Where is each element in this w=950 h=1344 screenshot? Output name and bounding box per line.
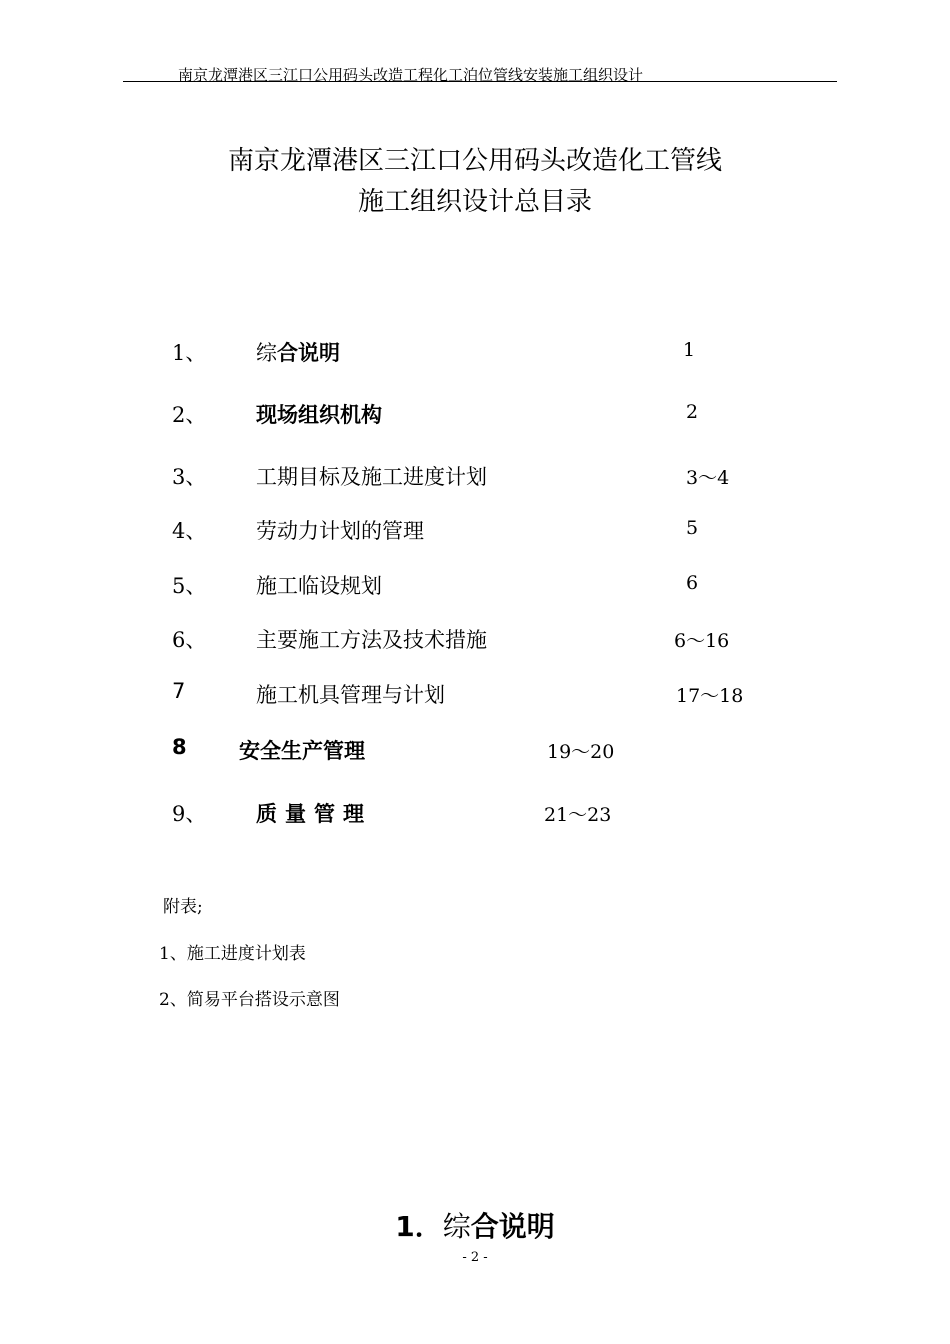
toc-num: 8 xyxy=(172,735,187,759)
toc-num: 7 xyxy=(172,679,186,703)
toc-page: 19～20 xyxy=(547,741,615,763)
toc-title: 工期目标及施工进度计划 xyxy=(256,465,487,489)
header-rule xyxy=(123,81,837,82)
header-text-emph: 施工组织设计 xyxy=(553,66,644,84)
toc-page: 2 xyxy=(686,401,699,423)
toc-num: 1、 xyxy=(172,341,207,365)
toc-page: 21～23 xyxy=(544,804,612,826)
appendix-item: 2、简易平台搭设示意图 xyxy=(159,990,340,1010)
toc-title: 综合说明 xyxy=(256,341,340,365)
doc-title-line1: 南京龙潭港区三江口公用码头改造化工管线 xyxy=(227,146,722,176)
toc-title: 现场组织机构 xyxy=(256,403,382,427)
page-number: - 2 - xyxy=(462,1250,488,1265)
toc-page: 17～18 xyxy=(676,685,744,707)
header-text: 南京龙潭港区三江口公用码头改造工程化工泊位管线安装 xyxy=(178,66,554,84)
toc-num: 5、 xyxy=(172,574,207,598)
toc-title: 施工临设规划 xyxy=(256,574,382,598)
toc-page: 5 xyxy=(686,517,699,539)
toc-title: 施工机具管理与计划 xyxy=(256,683,445,707)
doc-title-line2: 施工组织设计总目录 xyxy=(357,187,592,217)
appendix-label: 附表; xyxy=(163,897,203,917)
toc-title: 质量管理 xyxy=(256,802,372,826)
toc-page: 3～4 xyxy=(686,467,730,489)
toc-page: 1 xyxy=(683,339,696,361)
toc-page: 6～16 xyxy=(674,630,730,652)
toc-title: 安全生产管理 xyxy=(239,739,365,763)
toc-num: 6、 xyxy=(172,628,207,652)
appendix-item: 1、施工进度计划表 xyxy=(159,944,306,964)
toc-title: 主要施工方法及技术措施 xyxy=(256,628,487,652)
toc-num: 3、 xyxy=(172,465,207,489)
toc-page: 6 xyxy=(686,572,699,594)
toc-num: 9、 xyxy=(172,802,207,826)
toc-title: 劳动力计划的管理 xyxy=(256,519,424,543)
toc-num: 4、 xyxy=(172,519,207,543)
section-heading: 1．综合说明 xyxy=(395,1210,555,1243)
toc-num: 2、 xyxy=(172,403,207,427)
